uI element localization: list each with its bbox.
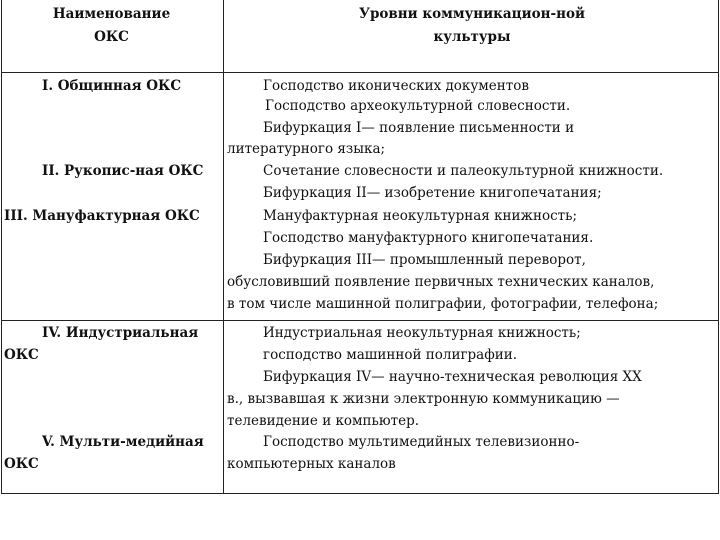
row4-desc-line4: в., вызвавшая к жизни электронную коммуникацию — (227, 391, 620, 407)
row1-desc-line1: Господство иконических документов (263, 78, 529, 94)
header-col1-line2: ОКС (94, 29, 129, 45)
row2-desc-line1: Сочетание словесности и палеокультурной книжности. (263, 163, 664, 179)
row5-name-line2: ОКС (4, 456, 39, 472)
row4-desc-line2: господство машинной полиграфии. (263, 347, 518, 363)
row5-desc-line1: Господство мультимедийных телевизионно- (263, 434, 580, 450)
row4-name-line1: IV. Индустриальная (42, 325, 199, 341)
row5-desc-line2: компьютерных каналов (227, 456, 396, 472)
row4-desc-line5: телевидение и компьютер. (227, 413, 420, 429)
header-divider (1, 72, 719, 73)
row3-name: III. Мануфактурная ОКС (4, 208, 200, 224)
row1-desc-line3: Бифуркация I— появление письменности и (263, 120, 575, 136)
column-divider (223, 0, 224, 494)
header-col2-line2: культуры (433, 29, 511, 45)
row5-name-line1: V. Мульти-медийная (42, 434, 204, 450)
row3-desc-line1: Мануфактурная неокультурная книжность; (263, 208, 578, 224)
row2-desc-line2: Бифуркация II— изобретение книгопечатания; (263, 185, 602, 201)
row3-desc-line2: Господство мануфактурного книгопечатания. (263, 230, 594, 246)
row4-desc-line1: Индустриальная неокультурная книжность; (263, 325, 581, 341)
row3-desc-line5: в том числе машинной полиграфии, фотографии, телефона; (227, 296, 659, 312)
row1-name: I. Общинная ОКС (42, 78, 182, 94)
header-col1-line1: Наименование (52, 6, 171, 22)
header-col2-line1: Уровни коммуникацион-ной (359, 6, 585, 22)
row4-name-line2: ОКС (4, 347, 39, 363)
row1-desc-line4: литературного языка; (227, 141, 386, 157)
row3-desc-line3: Бифуркация III— промышленный переворот, (263, 252, 586, 268)
row2-name: II. Рукопис-ная ОКС (42, 163, 204, 179)
row3-desc-line4: обусловивший появление первичных технических каналов, (227, 274, 655, 290)
row1-desc-line2: Господство археокультурной словесности. (265, 98, 571, 114)
row4-desc-line3: Бифуркация IV— научно-техническая революция XX (263, 369, 642, 385)
row-divider (1, 320, 719, 321)
